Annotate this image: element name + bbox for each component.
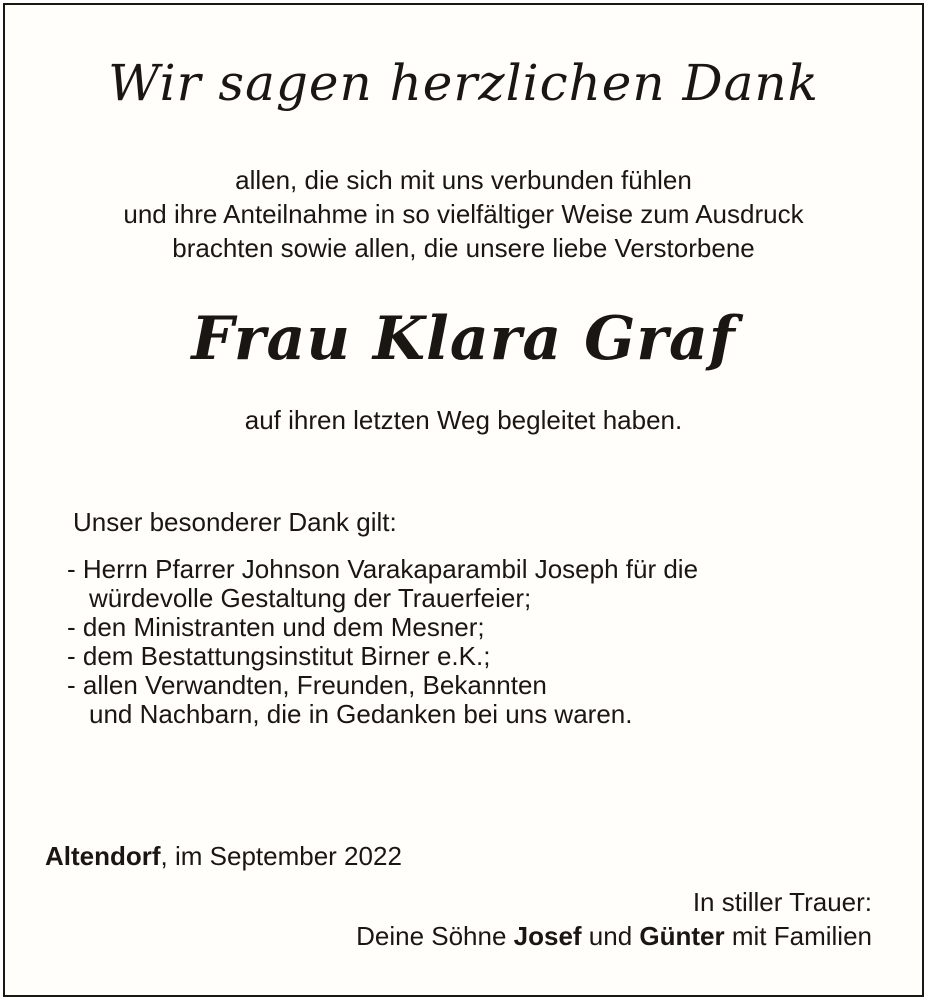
place-name: Altendorf	[45, 841, 161, 871]
place-date	[45, 839, 402, 873]
date-text: , im September 2022	[160, 841, 402, 871]
thanks-list	[67, 555, 698, 729]
list-item-line: - den Ministranten und dem Mesner;	[67, 612, 485, 642]
list-item	[67, 642, 698, 671]
mourning-heading: In stiller Trauer:	[692, 887, 872, 917]
list-item-line: - Herrn Pfarrer Johnson Varakaparambil Joseph für die	[67, 554, 699, 584]
mourners-conjunction: und	[581, 921, 640, 951]
intro-text	[5, 163, 922, 265]
intro-line: brachten sowie allen, die unsere liebe Verstorbene	[172, 233, 755, 263]
notice-title: Wir sagen herzlichen Dank	[108, 54, 819, 112]
obituary-card	[3, 3, 924, 997]
intro-line: und ihre Anteilnahme in so vielfältiger Weise zum Ausdruck	[123, 199, 804, 229]
list-item-continuation: und Nachbarn, die in Gedanken bei uns waren.	[89, 699, 633, 729]
after-name-text: auf ihren letzten Weg begleitet haben.	[244, 405, 683, 435]
mourners-prefix: Deine Söhne	[356, 921, 514, 951]
list-item	[67, 613, 698, 642]
list-item	[67, 555, 698, 613]
intro-line: allen, die sich mit uns verbunden fühlen	[235, 165, 692, 195]
mourners-suffix: mit Familien	[724, 921, 872, 951]
list-item-line: - allen Verwandten, Freunden, Bekannten	[67, 670, 547, 700]
mourners-line	[356, 919, 872, 953]
mourning-signature	[356, 885, 872, 953]
list-item-continuation: würdevolle Gestaltung der Trauerfeier;	[89, 583, 532, 613]
son-name: Günter	[639, 921, 725, 951]
list-item-line: - dem Bestattungsinstitut Birner e.K.;	[67, 641, 491, 671]
thanks-heading: Unser besonderer Dank gilt:	[73, 507, 397, 537]
deceased-name: Frau Klara Graf	[191, 304, 736, 374]
son-name: Josef	[513, 921, 582, 951]
list-item	[67, 671, 698, 729]
